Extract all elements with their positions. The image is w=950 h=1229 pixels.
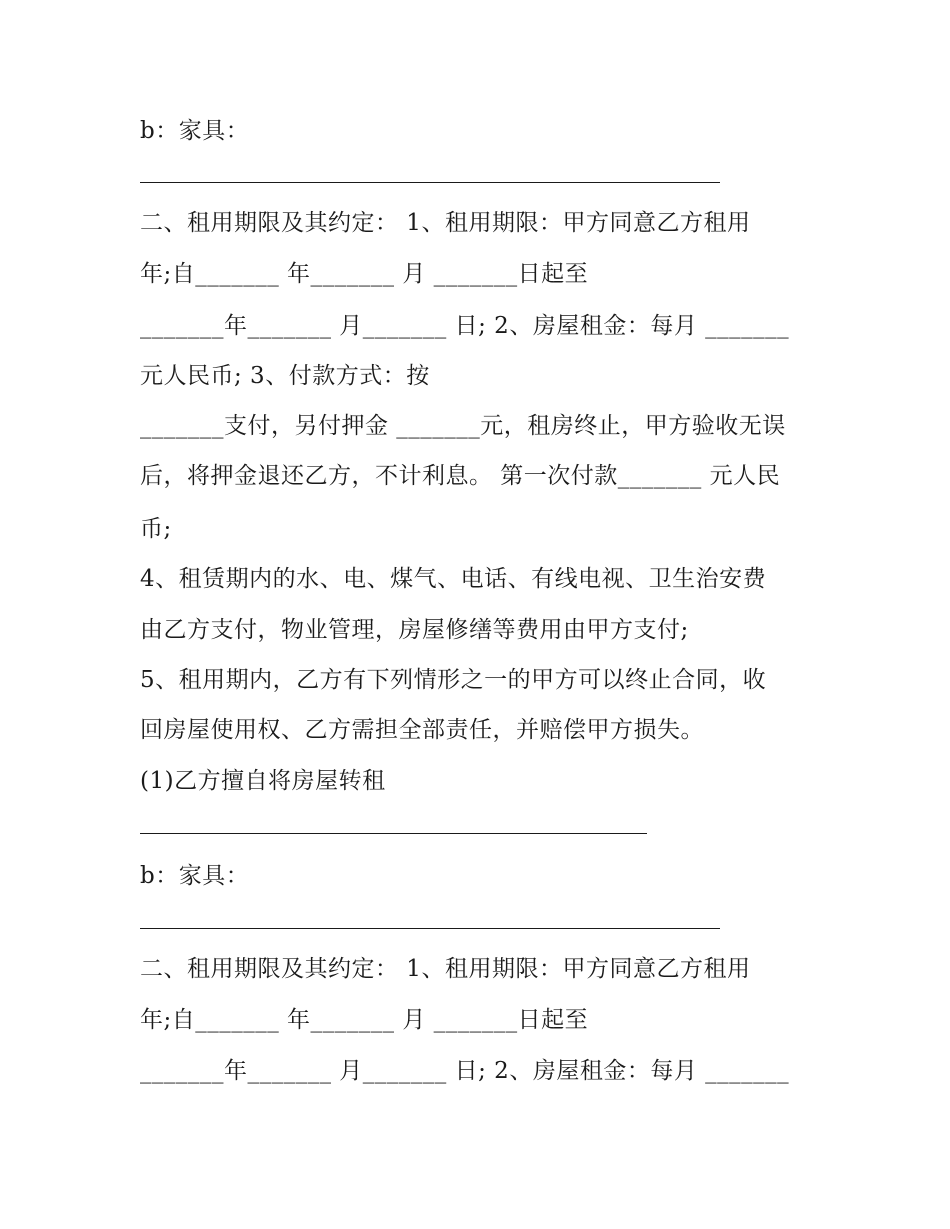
text-line-10: 由乙方支付，物业管理，房屋修缮等费用由甲方支付;	[140, 617, 689, 643]
text-line-11: 5、租用期内，乙方有下列情形之一的甲方可以终止合同，收	[140, 667, 767, 693]
text-line-8: 币;	[140, 516, 172, 542]
text-line-14: b：家具：	[140, 863, 250, 889]
text-line-5: 元人民币; 3、付款方式：按	[140, 363, 430, 389]
text-line-12: 回房屋使用权、乙方需担全部责任，并赔偿甲方损失。	[140, 717, 704, 743]
text-line-4: _______年_______ 月_______ 日; 2、房屋租金：每月 _______	[140, 313, 790, 339]
text-line-3: 年;自_______ 年_______ 月 _______日起至	[140, 261, 589, 287]
text-line-7: 后，将押金退还乙方，不计利息。 第一次付款_______ 元人民	[140, 463, 781, 489]
text-line-13: (1)乙方擅自将房屋转租	[140, 768, 386, 794]
blank-fill-line-1	[140, 182, 720, 183]
blank-fill-line-2	[140, 833, 647, 834]
text-line-17: _______年_______ 月_______ 日; 2、房屋租金：每月 _______	[140, 1058, 790, 1084]
text-line-2: 二、租用期限及其约定： 1、租用期限：甲方同意乙方租用	[140, 210, 751, 236]
text-line-16: 年;自_______ 年_______ 月 _______日起至	[140, 1007, 589, 1033]
blank-fill-line-3	[140, 928, 720, 929]
text-line-6: _______支付，另付押金 _______元，租房终止，甲方验收无误	[140, 413, 786, 439]
text-line-15: 二、租用期限及其约定： 1、租用期限：甲方同意乙方租用	[140, 956, 751, 982]
text-line-9: 4、租赁期内的水、电、煤气、电话、有线电视、卫生治安费	[140, 566, 767, 592]
text-line-1: b：家具：	[140, 118, 250, 144]
